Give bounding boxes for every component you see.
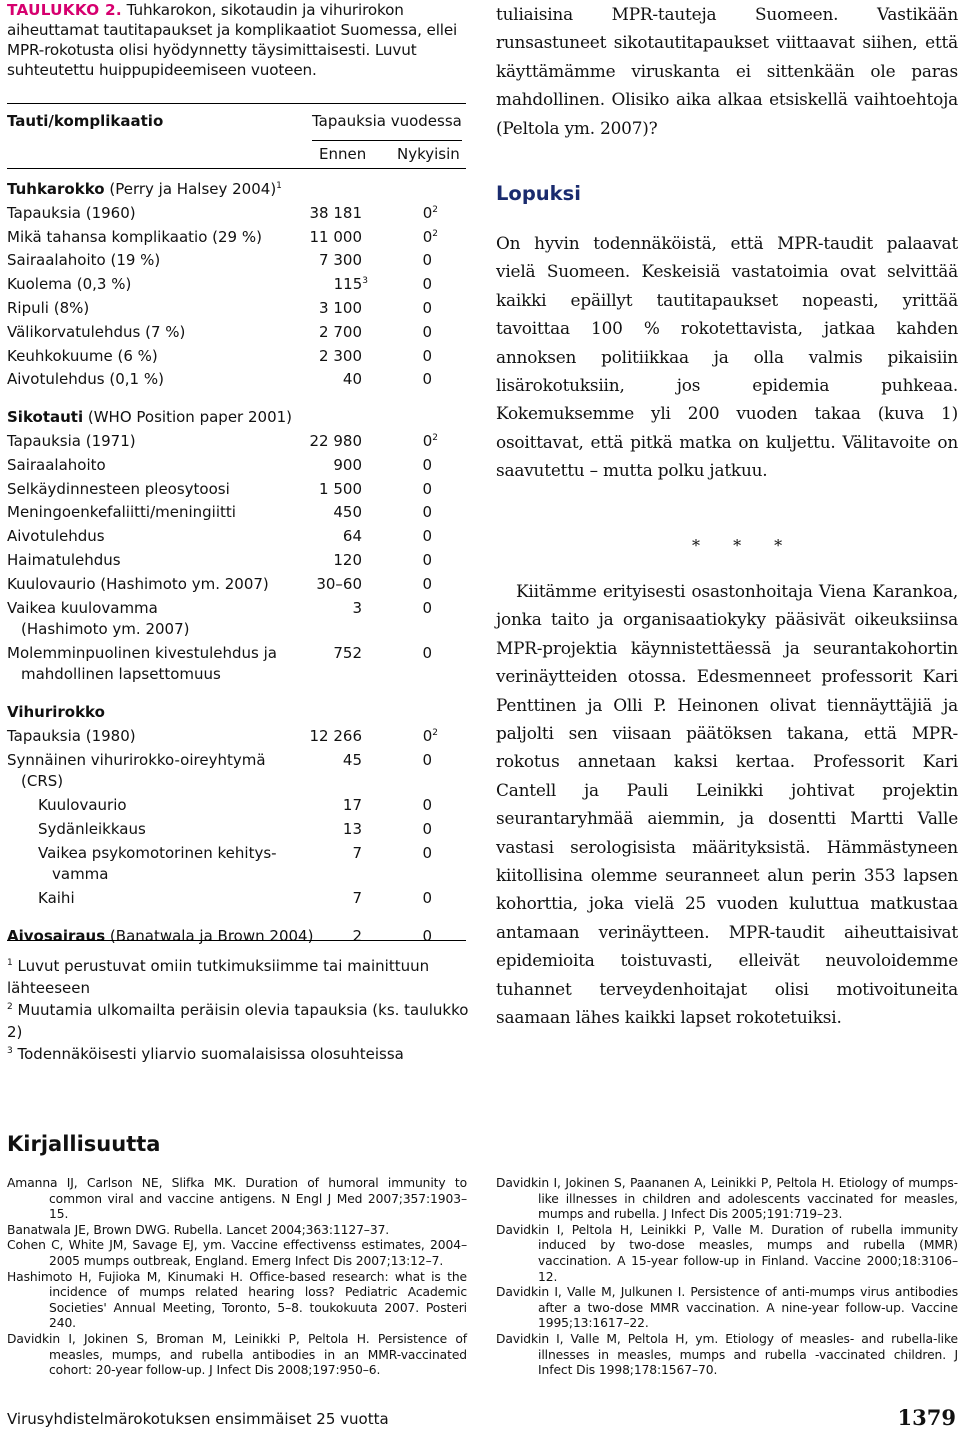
paragraph: Kiitämme erityisesti osastonhoitaja Viena Karankoa, jonka taito ja organisaatiokyky pääsivät oikeuksiinsa MPR-projektia käynnistettäessä ja seurantakohortin verinäytteiden otossa. Edesmenneet professorit Kari Penttinen ja Olli P. Heinonen olivat tiennäyttäjiä ja paljolti sen viisaan päätöksen takana, että MPR-rokotus annetaan kaksi kertaa. Professorit Kari Cantell ja Pauli Leinikki johtivat projektin seurantaryhmää aiemmin, ja dosentti Martti Valle vastasi serologisista määrityksistä. Hämmästyneen kiitollisina olemme seuranneet alun perin 353 lapsen kohorttia, joka vielä 25 vuoden kuluttua matkustaa antamaan verinäytteen. MPR-taudit aiheuttaisivat epidemioita toistuvasti, elleivät neuvoloidemme tuhannet terveydenhoitajat olisi motivoituneita saamaan lähes kaikki lapset rokotetuiksi. <box>496 581 958 1028</box>
value-now: 0 <box>422 299 432 317</box>
row-label: Aivotulehdus (0,1 %) <box>7 370 164 389</box>
reference-item: Davidkin I, Valle M, Peltola H, ym. Etiology of measles- and rubella-like illnesses in measles, mumps and rubella -vaccinated children. J Infect Dis 1998;178:1567–70. <box>496 1331 958 1378</box>
table-row <box>7 456 466 478</box>
row-label-continuation: (Hashimoto ym. 2007) <box>21 619 190 638</box>
value-before: 30–60 <box>316 574 362 593</box>
value-before: 1 500 <box>319 479 362 498</box>
value-before: 40 <box>342 370 362 389</box>
value-now: 0 <box>422 370 432 389</box>
reference-item: Davidkin I, Valle M, Julkunen I. Persistence of anti-mumps virus antibodies after a two-dose MMR vaccination. A nine-year follow-up. Vaccine 1995;13:1617–22. <box>496 1285 958 1331</box>
table-row <box>7 750 466 790</box>
table-row <box>7 551 466 573</box>
table-row <box>7 432 466 454</box>
reference-item: Davidkin I, Jokinen S, Broman M, Leinikki P, Peltola H. Persistence of measles, mumps, and rubella antibodies in an MMR-vaccinated cohort: 20-year follow-up. J Infect Dis 2008;197:950–6. <box>7 1331 467 1378</box>
value-now: 0 <box>422 479 432 498</box>
footnote: $^1$ Luvut perustuvat omiin tutkimuksiimme tai mainittuun lähteeseen <box>7 957 430 997</box>
value-before: 7 <box>352 889 362 907</box>
row-label: Sairaalahoito <box>7 455 106 474</box>
reference-item: Banatwala JE, Brown DWG. Rubella. Lancet 2004;363:1127–37. <box>7 1222 390 1237</box>
value-now: 0 <box>422 503 432 522</box>
reference-item: Amanna IJ, Carlson NE, Slifka MK. Duration of humoral immunity to common viral and vaccine antigens. N Engl J Med 2007;357:1903–15. <box>7 1176 467 1222</box>
table-section-row <box>7 408 466 430</box>
table-row <box>7 527 466 549</box>
value-now: 0 <box>422 926 432 945</box>
row-label: Sydänleikkaus <box>38 819 146 838</box>
value-before: 7 <box>352 843 362 862</box>
value-before: 3 100 <box>319 299 362 317</box>
reference-item: Davidkin I, Peltola H, Leinikki P, Valle M. Duration of rubella immunity induced by two-dose measles, mumps and rubella (MMR) vaccination. A 15-year follow-up in Finland. Vaccine 2000;18:3106–12. <box>496 1222 958 1284</box>
table-row <box>7 347 466 369</box>
value-before: 7 300 <box>319 251 362 270</box>
references-right <box>496 1176 958 1379</box>
table-section-row <box>7 180 466 202</box>
body-text-conclusion <box>496 229 958 485</box>
table-number: TAULUKKO 2. <box>7 1 122 19</box>
row-label-continuation: mahdollinen lapsettomuus <box>21 664 221 683</box>
table-row <box>7 843 466 883</box>
value-now: 0 <box>422 750 432 769</box>
table-row <box>7 251 466 273</box>
value-now: 0 <box>422 551 432 569</box>
paragraph: tuliaisina MPR-tauteja Suomeen. Vastikään runsastuneet sikotautitapaukset viittaavat siihen, että käyttämämme viruskanta ei sittenkään ole paras mahdollinen. Olisiko aika alkaa etsiskellä vaihtoehtoja (Peltola ym. 2007)? <box>496 4 958 138</box>
table-row <box>7 889 466 911</box>
table-row <box>7 480 466 502</box>
value-now: $0^2$ <box>422 727 438 745</box>
body-text-top <box>496 0 958 142</box>
row-label: Keuhkokuume (6 %) <box>7 346 158 365</box>
body-text-acknowledgements <box>496 577 958 1032</box>
header-now: Nykyisin <box>397 145 460 163</box>
table-row <box>7 727 466 749</box>
footnote: $^2$ Muutamia ulkomailta peräisin olevia tapauksia (ks. taulukko 2) <box>7 1001 469 1041</box>
value-now: 0 <box>422 598 432 617</box>
value-before: 12 266 <box>309 727 362 745</box>
row-label: Kuulovaurio (Hashimoto ym. 2007) <box>7 574 269 593</box>
row-label: Meningoenkefaliitti/meningiitti <box>7 503 236 522</box>
value-now: 0 <box>422 455 432 474</box>
row-label: Sairaalahoito (19 %) <box>7 251 161 270</box>
value-now: 0 <box>422 346 432 365</box>
row-label: Sikotauti (WHO Position paper 2001) <box>7 408 293 427</box>
section-separator: * * * <box>692 536 797 555</box>
row-label: Synnäinen vihurirokko-oireyhtymä <box>7 750 266 769</box>
value-before: 22 980 <box>309 432 362 450</box>
value-before: 11 000 <box>309 227 362 246</box>
value-before: 17 <box>342 796 362 815</box>
row-label: Kuulovaurio <box>38 796 127 815</box>
value-now: $0^2$ <box>422 432 438 450</box>
table-row <box>7 204 466 226</box>
value-before: 120 <box>333 551 362 569</box>
value-before: 64 <box>342 527 362 546</box>
table-row <box>7 323 466 345</box>
row-label: Selkäydinnesteen pleosytoosi <box>7 479 230 498</box>
value-now: 0 <box>422 796 432 815</box>
value-before: 900 <box>333 455 362 474</box>
row-label: Ripuli (8%) <box>7 299 90 317</box>
table-row <box>7 503 466 525</box>
row-label: Tuhkarokko (Perry ja Halsey 2004)$^1$ <box>7 180 282 198</box>
value-now: $0^2$ <box>422 227 438 246</box>
value-before: 45 <box>342 750 362 769</box>
table-footnotes <box>7 955 469 1065</box>
value-before: 2 300 <box>319 346 362 365</box>
header-disease-column: Tauti/komplikaatio <box>7 112 164 130</box>
value-before: 450 <box>333 503 362 522</box>
row-label: Tapauksia (1980) <box>7 727 136 745</box>
value-before: $115^3$ <box>333 275 368 294</box>
table-bottom-rule <box>7 940 466 941</box>
value-now: 0 <box>422 527 432 546</box>
row-label-continuation: vamma <box>52 864 109 883</box>
header-group <box>312 112 466 141</box>
row-label: Haimatulehdus <box>7 551 121 569</box>
table-section-row <box>7 703 466 725</box>
value-now: 0 <box>422 889 432 907</box>
running-footer-title: Virusyhdistelmärokotuksen ensimmäiset 25 vuotta <box>7 1410 389 1428</box>
header-cases-per-year: Tapauksia vuodessa <box>312 112 462 141</box>
table-row <box>7 275 466 297</box>
table-row <box>7 228 466 250</box>
reference-item: Davidkin I, Jokinen S, Paananen A, Leinikki P, Peltola H. Etiology of mumps-like illnesses in children and adolescents vaccinated for measles, mumps and rubella. J Infect Dis 2005;191:719–23. <box>496 1176 958 1222</box>
header-before: Ennen <box>319 145 367 163</box>
references-title: Kirjallisuutta <box>7 1132 161 1156</box>
value-now: 0 <box>422 819 432 838</box>
reference-item: Cohen C, White JM, Savage EJ, ym. Vaccine effectivenss estimates, 2004–2005 mumps outbreak, England. Emerg Infect Dis 2007;13:12–7. <box>7 1238 467 1268</box>
row-label: Vihurirokko <box>7 703 105 722</box>
value-before: 3 <box>352 598 362 617</box>
footnote: $^3$ Todennäköisesti yliarvio suomalaisissa olosuhteissa <box>7 1045 404 1063</box>
table-header <box>7 103 466 169</box>
table-caption <box>7 0 467 80</box>
value-before: 752 <box>333 643 362 662</box>
value-now: $0^2$ <box>422 203 438 222</box>
value-before: 2 700 <box>319 322 362 341</box>
table-row <box>7 643 466 683</box>
value-now: 0 <box>422 574 432 593</box>
row-label: Tapauksia (1971) <box>7 432 136 450</box>
value-before: 13 <box>342 819 362 838</box>
table-row <box>7 820 466 842</box>
reference-item: Hashimoto H, Fujioka M, Kinumaki H. Office-based research: what is the incidence of mumps related hearing loss? Pediatric Academic Societies' Annual Meeting, Toronto, 5–8. toukokuuta 2007. Posteri 240. <box>7 1269 467 1331</box>
paragraph: On hyvin todennäköistä, että MPR-taudit palaavat vielä Suomeen. Keskeisiä vastatoimia ovat selvittää kaikki epäillyt tautitapaukset nopeasti, yrittää tavoittaa 100 % rokotettavista, jatkaa kahden annoksen politiikkaa ja olla valmis pikaisiin lisärokotuksiin, jos epidemia puhkeaa. Kokemuksemme yli 200 vuoden takaa (kuva 1) osoittavat, että pitkä matka on kuljettu. Välitavoite on saavutettu – mutta polku jatkuu. <box>496 233 958 481</box>
page-number: 1379 <box>897 1405 956 1430</box>
row-label: Mikä tahansa komplikaatio (29 %) <box>7 227 262 246</box>
row-label: Tapauksia (1960) <box>7 203 136 222</box>
value-now: 0 <box>422 643 432 662</box>
row-label: Kuolema (0,3 %) <box>7 275 132 294</box>
row-label-continuation: (CRS) <box>21 771 64 790</box>
table-row <box>7 598 466 638</box>
value-now: 0 <box>422 251 432 270</box>
row-label: Vaikea psykomotorinen kehitys- <box>38 843 277 862</box>
table-caption-text: Tuhkarokon, sikotaudin ja vihurirokon aiheuttamat tautitapaukset ja komplikaatiot Suomessa, ellei MPR-rokotusta olisi hyödynnetty täysimittaisesti. Luvut suhteutettu huippupideemiseen vuoteen. <box>7 1 458 79</box>
value-before: 38 181 <box>309 203 362 222</box>
table-section-row <box>7 927 466 949</box>
row-label: Vaikea kuulovamma <box>7 598 158 617</box>
row-label: Aivosairaus (Banatwala ja Brown 2004) <box>7 926 314 945</box>
table-caption-block <box>7 0 467 80</box>
table-row <box>7 370 466 392</box>
value-now: 0 <box>422 322 432 341</box>
table-row <box>7 299 466 321</box>
row-label: Välikorvatulehdus (7 %) <box>7 322 186 341</box>
value-now: 0 <box>422 843 432 862</box>
section-title: Lopuksi <box>496 182 581 205</box>
row-label: Aivotulehdus <box>7 527 105 546</box>
row-label: Kaihi <box>38 889 75 907</box>
value-before: 2 <box>352 926 362 945</box>
row-label: Molemminpuolinen kivestulehdus ja <box>7 643 277 662</box>
references-left <box>7 1176 467 1379</box>
table-row <box>7 796 466 818</box>
table-row <box>7 575 466 597</box>
value-now: 0 <box>422 275 432 294</box>
